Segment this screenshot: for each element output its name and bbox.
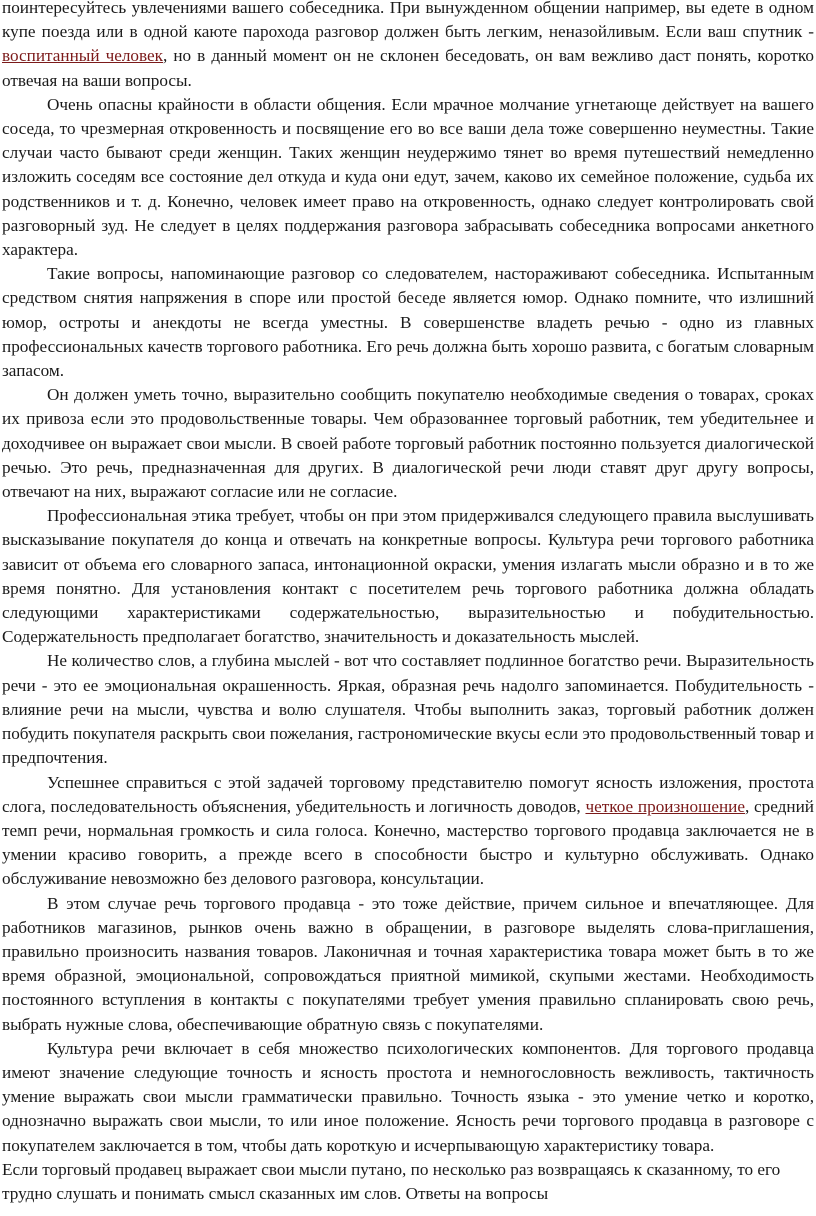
paragraph-text: , средний темп речи, нормальная громкость и сила голоса. Конечно, мастерство торгового продавца заключается не в умении красиво говорить, а прежде всего в способности быстро и культурно обслуживать. Однако обслуживание невозможно без делового разговора, консультации. — [2, 796, 815, 889]
paragraph-4 — [2, 383, 814, 504]
paragraph-text: Не количество слов, а глубина мыслей - вот что составляет подлинное богатство речи. Выразительность речи - это ее эмоциональная окрашенность. Яркая, образная речь надолго запоминается. Побудительность - влияние речи на мысли, чувства и волю слушателя. Чтобы выполнить заказ, торговый работник должен побудить покупателя раскрыть свои пожелания, гастрономические вкусы если это продовольственный товар и предпочтения. — [2, 651, 814, 768]
paragraph-text: Культура речи включает в себя множество психологических компонентов. Для торгового продавца имеют значение следующие точность и ясность простота и немногословность вежливость, тактичность умение выражать свои мысли грамматически правильно. Точность языка - это умение четко и коротко, однозначно выражать свои мысли, то или иное положение. Ясность речи торгового продавца в разговоре с покупателем заключается в том, чтобы дать короткую и исчерпывающую характеристику товара. — [2, 1038, 814, 1155]
paragraph-2 — [2, 93, 814, 262]
paragraph-text: поинтересуйтесь увлечениями вашего собеседника. При вынужденном общении например, вы едете в одном купе поезда или в одной каюте парохода разговор должен быть легким, неназойливым. Если ваш спутник - — [2, 0, 814, 42]
paragraph-text: Очень опасны крайности в области общения. Если мрачное молчание угнетающе действует на вашего соседа, то чрезмерная откровенность и посвящение его во все ваши дела тоже совершенно неуместны. Такие случаи часто бывают среди женщин. Таких женщин неудержимо тянет во время путешествий немедленно изложить соседям все состояние дел откуда и куда они едут, зачем, каково их семейное положение, судьба их родственников и т. д. Конечно, человек имеет право на откровенность, однако следует контролировать свой разговорный зуд. Не следует в целях поддержания разговора забрасывать собеседника вопросами анкетного характера. — [2, 94, 814, 260]
paragraph-3 — [2, 262, 814, 383]
paragraph-7 — [2, 771, 814, 892]
link-clear-pronunciation[interactable]: четкое произношение — [585, 796, 745, 816]
link-polite-person[interactable]: воспитанный человек — [2, 46, 164, 66]
paragraph-text: Если торговый продавец выражает свои мысли путано, по несколько раз возвращаясь к сказанному, то его трудно слушать и понимать смысл сказанных им слов. Ответы на вопросы — [2, 1159, 781, 1203]
paragraph-10 — [2, 1158, 814, 1206]
paragraph-1 — [2, 0, 814, 93]
paragraph-text: , но в данный момент он не склонен беседовать, он вам вежливо даст понять, коротко отвечая на ваши вопросы. — [2, 46, 814, 90]
paragraph-text: Успешнее справиться с этой задачей торговому представителю помогут ясность изложения, простота слога, последовательность объяснения, убедительность и логичность доводов, — [2, 772, 814, 816]
paragraph-text: В этом случае речь торгового продавца - это тоже действие, причем сильное и впечатляющее. Для работников магазинов, рынков очень важно в обращении, в разговоре выделять слова-приглашения, правильно произносить названия товаров. Лаконичная и точная характеристика товара может быть в то же время образной, эмоциональной, сопровождаться приятной мимикой, скупыми жестами. Необходимость постоянного вступления в контакты с покупателями требует умения правильно спланировать свою речь, выбрать нужные слова, обеспечивающие обратную связь с покупателями. — [2, 893, 814, 1034]
paragraph-8 — [2, 892, 814, 1037]
paragraph-6 — [2, 649, 814, 770]
paragraph-9 — [2, 1037, 814, 1158]
paragraph-5 — [2, 504, 814, 649]
paragraph-text: Такие вопросы, напоминающие разговор со следователем, настораживают собеседника. Испытанным средством снятия напряжения в споре или простой беседе является юмор. Однако помните, что излишний юмор, остроты и анекдоты не всегда уместны. В совершенстве владеть речью - одно из главных профессиональных качеств торгового работника. Его речь должна быть хорошо развита, с богатым словарным запасом. — [2, 264, 814, 381]
paragraph-text: Он должен уметь точно, выразительно сообщить покупателю необходимые сведения о товарах, сроках их привоза если это продовольственные товары. Чем образованнее торговый работник, тем убедительнее и доходчивее он выражает свои мысли. В своей работе торговый работник постоянно пользуется диалогической речью. Это речь, предназначенная для других. В диалогической речи люди ставят друг другу вопросы, отвечают на них, выражают согласие или не согласие. — [2, 385, 814, 502]
paragraph-text: Профессиональная этика требует, чтобы он при этом придерживался следующего правила выслушивать высказывание покупателя до конца и отвечать на конкретные вопросы. Культура речи торгового работника зависит от объема его словарного запаса, интонационной окраски, умения излагать мысли образно и в то же время понятно. Для установления контакт с посетителем речь торгового работника должна обладать следующими характеристиками содержательностью, выразительностью и побудительностью. Содержательность предполагает богатство, значительность и доказательность мыслей. — [2, 506, 814, 647]
